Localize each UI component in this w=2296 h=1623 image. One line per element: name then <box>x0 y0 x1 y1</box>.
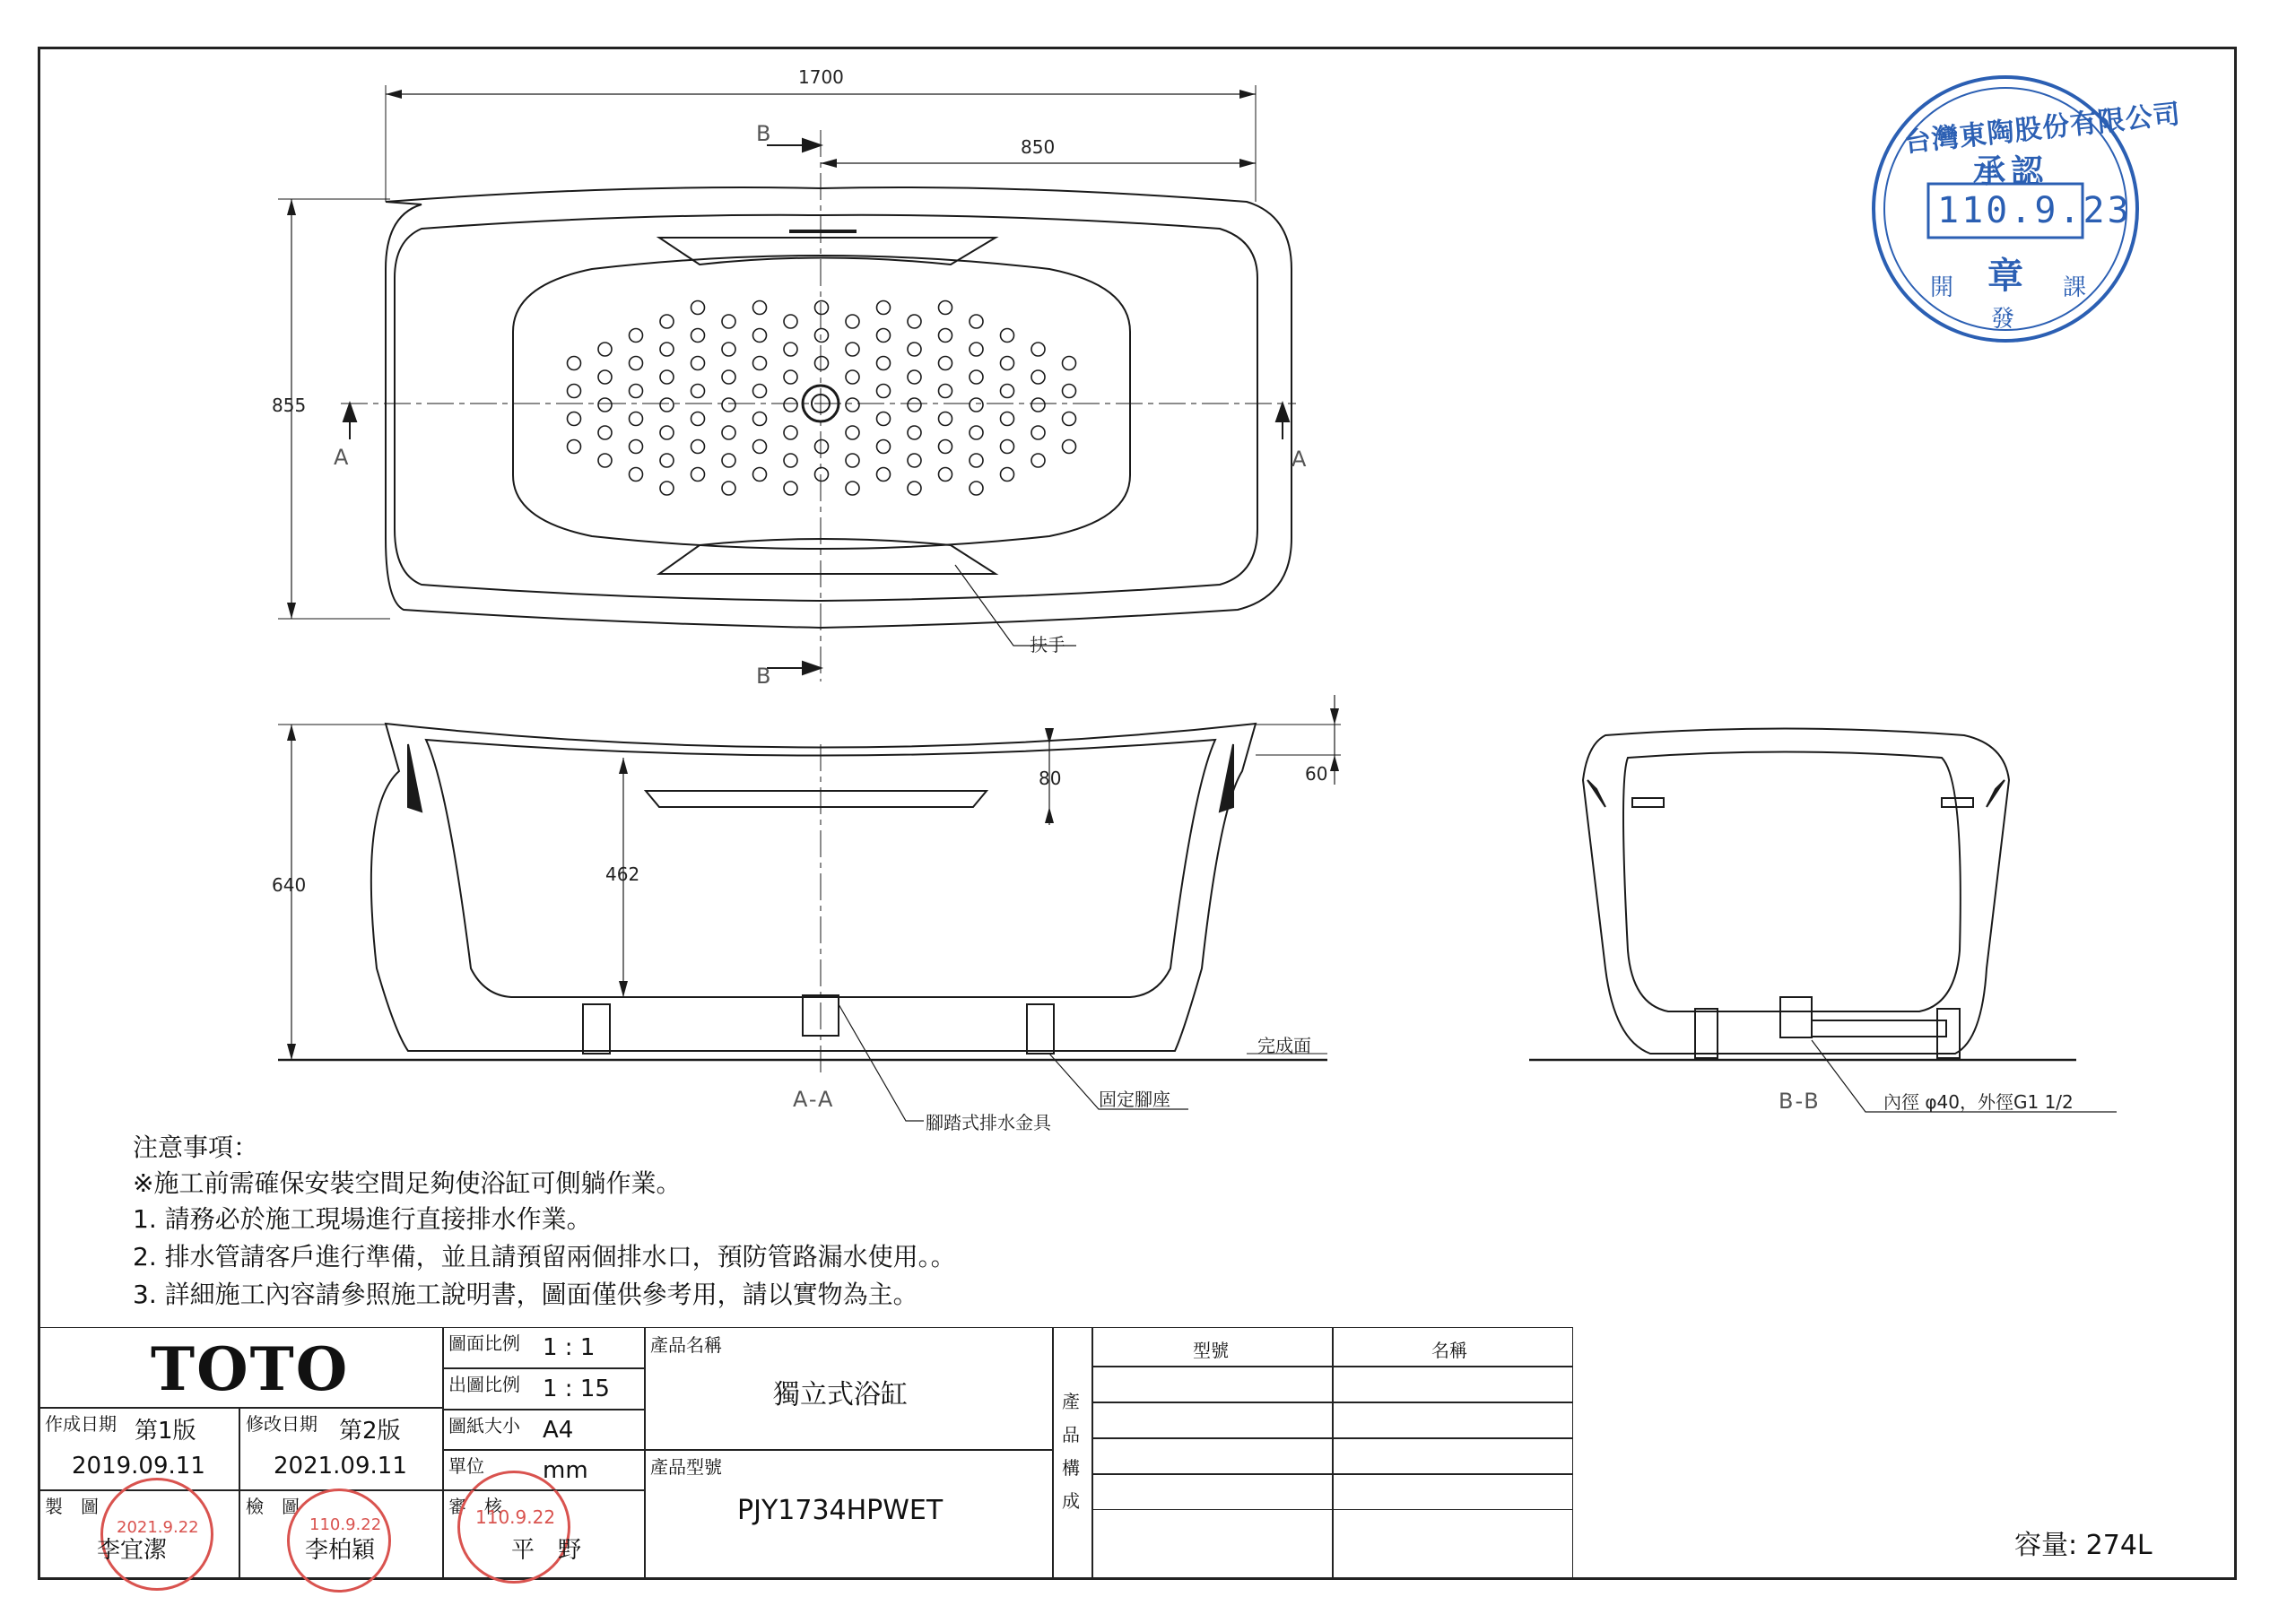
anti-slip-dot <box>630 440 643 454</box>
anti-slip-dot <box>660 315 674 328</box>
anti-slip-dot <box>722 426 735 439</box>
anti-slip-dots <box>568 301 1076 496</box>
anti-slip-dot <box>939 412 952 426</box>
anti-slip-dot <box>630 329 643 343</box>
approved-label: 審 核 <box>448 1496 502 1517</box>
anti-slip-dot <box>691 468 705 482</box>
anti-slip-dot <box>722 482 735 495</box>
product-name-label: 產品名稱 <box>650 1334 722 1356</box>
stamp-word-bottom: 章 <box>1987 256 2023 297</box>
anti-slip-dot <box>939 468 952 482</box>
notes-line-0: ※施工前需確保安裝空間足夠使浴缸可側躺作業。 <box>133 1168 682 1198</box>
anti-slip-dot <box>939 385 952 398</box>
anti-slip-dot <box>722 343 735 356</box>
anti-slip-dot <box>877 468 891 482</box>
anti-slip-dot <box>815 357 829 370</box>
side-section <box>1529 729 2117 1113</box>
anti-slip-dot <box>1001 440 1014 454</box>
anti-slip-dot <box>970 454 983 467</box>
basin-outline <box>513 256 1130 549</box>
notes-title: 注意事項： <box>133 1133 259 1162</box>
scale-label: 圖面比例 <box>448 1332 520 1354</box>
unit-value: mm <box>543 1457 588 1484</box>
notes-line-1: 1. 請務必於施工現場進行直接排水作業。 <box>133 1204 592 1234</box>
anti-slip-dot <box>568 412 581 426</box>
stamp-word-top: 承認 <box>1973 153 2049 190</box>
anti-slip-dot <box>846 454 859 467</box>
anti-slip-dot <box>846 426 859 439</box>
anti-slip-dot <box>753 329 767 343</box>
anti-slip-dot <box>660 343 674 356</box>
foot-label: 固定腳座 <box>1099 1089 1170 1110</box>
anti-slip-dot <box>846 370 859 384</box>
product-model-label: 產品型號 <box>650 1456 722 1478</box>
product-model: PJY1734HPWET <box>737 1495 944 1526</box>
section-a-right-label: A <box>1292 447 1309 472</box>
anti-slip-dot <box>846 343 859 356</box>
notes-line-2: 2. 排水管請客戶進行準備，並且請預留兩個排水口，預防管路漏水使用。。 <box>133 1242 956 1271</box>
anti-slip-dot <box>691 385 705 398</box>
section-b-bottom-label: B <box>756 664 773 689</box>
anti-slip-dot <box>1063 412 1076 426</box>
anti-slip-dot <box>598 426 612 439</box>
tub-side-inner <box>1623 752 1961 1012</box>
anti-slip-dot <box>970 426 983 439</box>
approved-stamp-date: 110.9.22 <box>475 1506 556 1528</box>
section-bb-label: B-B <box>1779 1089 1821 1114</box>
anti-slip-dot <box>784 398 797 412</box>
anti-slip-dot <box>691 440 705 454</box>
tub-side-shell <box>1583 729 2009 1055</box>
tub-inner-outline <box>395 215 1257 601</box>
anti-slip-dot <box>939 440 952 454</box>
col-name-header: 名稱 <box>1431 1340 1467 1361</box>
anti-slip-dot <box>722 315 735 328</box>
anti-slip-dot <box>722 454 735 467</box>
anti-slip-dot <box>630 357 643 370</box>
anti-slip-dot <box>1001 412 1014 426</box>
section-a-left-label: A <box>334 445 351 470</box>
drain-label: 腳踏式排水金具 <box>926 1112 1051 1133</box>
anti-slip-dot <box>1063 440 1076 454</box>
side-pocket-left <box>1587 780 1605 807</box>
handrail-label: 扶手 <box>1030 634 1065 655</box>
anti-slip-dot <box>1031 343 1045 356</box>
section-b-top-label: B <box>756 121 773 146</box>
anti-slip-dot <box>877 301 891 315</box>
anti-slip-dot <box>784 482 797 495</box>
col-model-header: 型號 <box>1193 1340 1229 1361</box>
anti-slip-dot <box>660 398 674 412</box>
drawn-label: 製 圖 <box>45 1496 99 1517</box>
stamp-dept-mid: 發 <box>1991 306 2015 333</box>
print-scale-value: 1 : 15 <box>543 1376 610 1402</box>
unit-label: 單位 <box>448 1455 484 1477</box>
anti-slip-dot <box>970 315 983 328</box>
dim-855: 855 <box>272 395 307 416</box>
anti-slip-dot <box>939 357 952 370</box>
scale-value: 1 : 1 <box>543 1334 596 1361</box>
anti-slip-dot <box>815 440 829 454</box>
anti-slip-dot <box>815 301 829 315</box>
anti-slip-dot <box>1001 357 1014 370</box>
created-label: 作成日期 <box>45 1413 117 1435</box>
stamp-company: 台灣東陶股份有限公司 <box>1902 98 2183 160</box>
anti-slip-dot <box>877 440 891 454</box>
dim-60: 60 <box>1305 763 1328 785</box>
anti-slip-dot <box>970 398 983 412</box>
anti-slip-dot <box>908 370 921 384</box>
anti-slip-dot <box>970 370 983 384</box>
anti-slip-dot <box>784 343 797 356</box>
anti-slip-dot <box>598 454 612 467</box>
dim-80: 80 <box>1039 768 1062 789</box>
anti-slip-dot <box>784 454 797 467</box>
anti-slip-dot <box>691 412 705 426</box>
anti-slip-dot <box>691 301 705 315</box>
anti-slip-dot <box>660 426 674 439</box>
checked-stamp-date: 110.9.22 <box>309 1515 382 1534</box>
foot-left <box>583 1004 610 1054</box>
notes-line-3: 3. 詳細施工內容請參照施工說明書，圖面僅供參考用，請以實物為主。 <box>133 1280 918 1309</box>
anti-slip-dot <box>970 482 983 495</box>
dim-1700: 1700 <box>798 66 844 88</box>
anti-slip-dot <box>660 454 674 467</box>
paper-label: 圖紙大小 <box>448 1415 520 1436</box>
approved-by: 平 野 <box>511 1537 582 1564</box>
anti-slip-dot <box>568 440 581 454</box>
dim-850: 850 <box>1021 136 1056 158</box>
composition-label: 產品構成 <box>1062 1391 1080 1512</box>
revised-date: 2021.09.11 <box>274 1453 407 1480</box>
created-date: 2019.09.11 <box>72 1453 205 1480</box>
anti-slip-dot <box>815 468 829 482</box>
foot-right <box>1027 1004 1054 1054</box>
pipe-label: 內徑 φ40，外徑G1 1/2 <box>1883 1091 2074 1113</box>
anti-slip-dot <box>598 398 612 412</box>
section-aa-label: A-A <box>793 1087 835 1112</box>
front-handrail <box>646 791 987 807</box>
checked-by: 李柏穎 <box>305 1537 376 1564</box>
anti-slip-dot <box>753 412 767 426</box>
anti-slip-dot <box>877 412 891 426</box>
anti-slip-dot <box>1063 385 1076 398</box>
anti-slip-dot <box>908 454 921 467</box>
stamp-dept-left: 開 <box>1930 274 1954 301</box>
dim-462: 462 <box>605 864 640 885</box>
anti-slip-dot <box>722 398 735 412</box>
anti-slip-dot <box>568 385 581 398</box>
anti-slip-dot <box>815 329 829 343</box>
handrail-bottom <box>659 539 996 574</box>
anti-slip-dot <box>846 482 859 495</box>
revised-version: 第2版 <box>339 1418 401 1445</box>
anti-slip-dot <box>691 357 705 370</box>
anti-slip-dot <box>784 315 797 328</box>
anti-slip-dot <box>753 301 767 315</box>
anti-slip-dot <box>939 329 952 343</box>
anti-slip-dot <box>784 370 797 384</box>
side-pipe <box>1812 1020 1946 1037</box>
anti-slip-dot <box>753 357 767 370</box>
drain-leader <box>839 1004 924 1121</box>
anti-slip-dot <box>630 385 643 398</box>
front-section <box>278 695 1341 1121</box>
anti-slip-dot <box>630 412 643 426</box>
print-scale-label: 出圖比例 <box>448 1374 520 1395</box>
anti-slip-dot <box>1001 329 1014 343</box>
anti-slip-dot <box>1031 454 1045 467</box>
anti-slip-dot <box>753 468 767 482</box>
front-pocket-left <box>408 744 422 812</box>
anti-slip-dot <box>753 385 767 398</box>
anti-slip-dot <box>660 370 674 384</box>
anti-slip-dot <box>908 482 921 495</box>
anti-slip-dot <box>784 426 797 439</box>
top-view <box>278 85 1296 681</box>
capacity: 容量: 274L <box>2014 1530 2152 1561</box>
anti-slip-dot <box>877 329 891 343</box>
anti-slip-dot <box>753 440 767 454</box>
anti-slip-dot <box>691 329 705 343</box>
brand-logo: TOTO <box>151 1334 350 1404</box>
floor-label: 完成面 <box>1257 1035 1311 1056</box>
side-pocket-right <box>1987 780 2005 807</box>
drawn-stamp-date: 2021.9.22 <box>117 1518 199 1537</box>
anti-slip-dot <box>598 370 612 384</box>
paper-value: A4 <box>543 1417 574 1444</box>
dim-640: 640 <box>272 874 307 896</box>
revised-label: 修改日期 <box>246 1413 317 1435</box>
anti-slip-dot <box>1031 426 1045 439</box>
created-version: 第1版 <box>135 1418 196 1445</box>
anti-slip-dot <box>908 315 921 328</box>
stamp-dept-right: 課 <box>2063 274 2087 301</box>
anti-slip-dot <box>1031 398 1045 412</box>
anti-slip-dot <box>630 468 643 482</box>
anti-slip-dot <box>1001 385 1014 398</box>
anti-slip-dot <box>877 357 891 370</box>
anti-slip-dot <box>722 370 735 384</box>
product-name: 獨立式浴缸 <box>773 1379 908 1410</box>
anti-slip-dot <box>1063 357 1076 370</box>
anti-slip-dot <box>1031 370 1045 384</box>
anti-slip-dot <box>846 398 859 412</box>
anti-slip-dot <box>970 343 983 356</box>
drawn-by: 李宜潔 <box>97 1537 168 1564</box>
tub-front-shell <box>371 724 1256 1051</box>
anti-slip-dot <box>568 357 581 370</box>
checked-label: 檢 圖 <box>246 1496 300 1517</box>
anti-slip-dot <box>1001 468 1014 482</box>
anti-slip-dot <box>877 385 891 398</box>
anti-slip-dot <box>908 343 921 356</box>
anti-slip-dot <box>598 343 612 356</box>
anti-slip-dot <box>939 301 952 315</box>
anti-slip-dot <box>846 315 859 328</box>
front-pocket-right <box>1220 744 1233 812</box>
anti-slip-dot <box>908 398 921 412</box>
anti-slip-dot <box>660 482 674 495</box>
anti-slip-dot <box>908 426 921 439</box>
stamp-date: 110.9.23 <box>1937 190 2132 231</box>
